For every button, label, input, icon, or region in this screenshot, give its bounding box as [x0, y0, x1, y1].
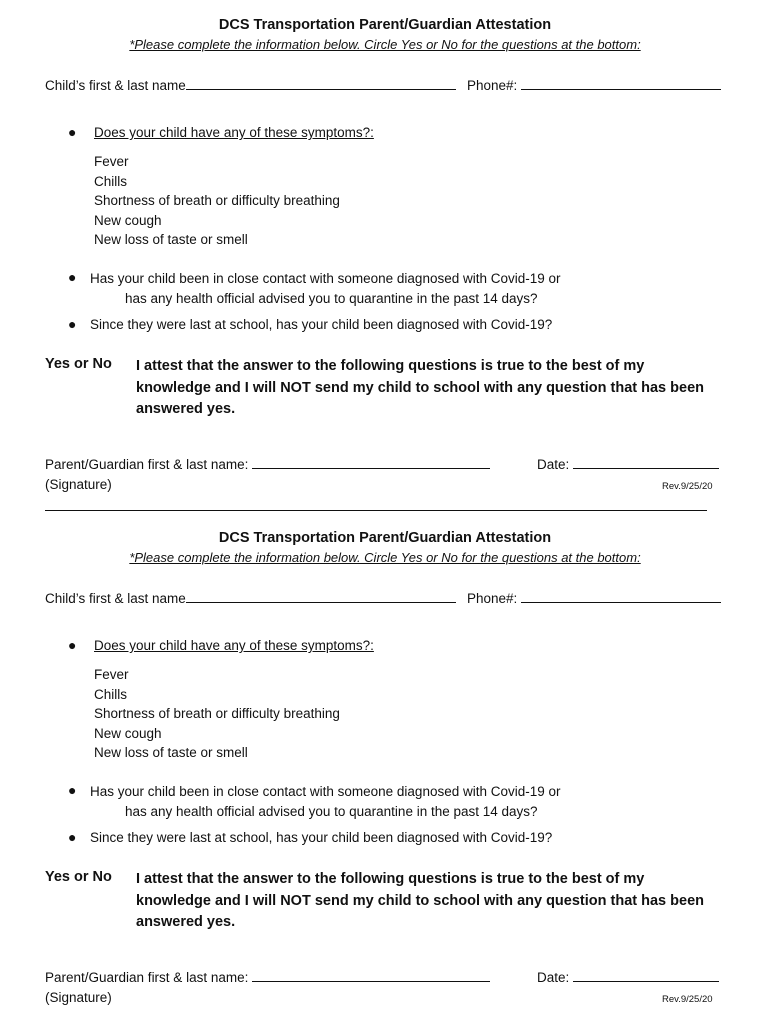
date-label: Date: — [537, 457, 574, 472]
date-label: Date: — [537, 970, 574, 985]
contact-question-line1: Has your child been in close contact with someone diagnosed with Covid-19 or — [90, 784, 561, 799]
child-name-field[interactable] — [45, 590, 456, 606]
form-instructions: *Please complete the information below. Circle Yes or No for the questions at the bottom: — [129, 550, 641, 565]
diagnosis-question-text: Since they were last at school, has your child been diagnosed with Covid-19? — [90, 317, 553, 332]
symptoms-question-text: Does your child have any of these symptoms?: — [94, 125, 374, 140]
child-name-label: Child’s first & last name — [45, 78, 186, 93]
attestation-form-1 — [0, 0, 770, 512]
form-title: DCS Transportation Parent/Guardian Attestation — [218, 530, 552, 546]
list-item: New cough — [94, 725, 162, 741]
cut-line-divider — [45, 510, 707, 511]
phone-blank[interactable] — [521, 590, 721, 603]
date-field[interactable] — [537, 456, 719, 472]
list-item: Fever — [94, 667, 129, 682]
guardian-name-field[interactable] — [45, 456, 490, 472]
revision-date: Rev.9/25/20 — [662, 994, 713, 1005]
signature-label: (Signature) — [45, 477, 112, 492]
bullet-icon: ● — [68, 637, 77, 653]
yes-no-choice[interactable]: Yes or No — [45, 869, 112, 885]
guardian-name-field[interactable] — [45, 969, 490, 985]
list-item: Fever — [94, 154, 129, 169]
child-name-blank[interactable] — [186, 77, 456, 90]
date-blank[interactable] — [573, 969, 719, 982]
list-item: New loss of taste or smell — [94, 745, 248, 760]
bullet-icon: ● — [68, 124, 77, 140]
phone-field[interactable] — [467, 77, 721, 93]
attestation-statement: I attest that the answer to the following questions is true to the best of my knowledge and I will NOT send my child to school with any question that has been answered yes. — [136, 358, 704, 417]
symptoms-question-text: Does your child have any of these symptoms?: — [94, 638, 374, 653]
guardian-name-label: Parent/Guardian first & last name: — [45, 457, 253, 472]
guardian-name-blank[interactable] — [252, 456, 490, 469]
bullet-icon: ● — [68, 782, 77, 798]
attestation-statement: I attest that the answer to the following questions is true to the best of my knowledge and I will NOT send my child to school with any question that has been answered yes. — [136, 871, 704, 930]
list-item: Chills — [94, 173, 128, 189]
bullet-icon: ● — [68, 316, 77, 332]
list-item: New loss of taste or smell — [94, 232, 248, 247]
phone-blank[interactable] — [521, 77, 721, 90]
phone-field[interactable] — [467, 590, 721, 606]
date-field[interactable] — [537, 969, 719, 985]
guardian-name-blank[interactable] — [252, 969, 490, 982]
bullet-icon: ● — [68, 829, 77, 845]
date-blank[interactable] — [573, 456, 719, 469]
signature-label: (Signature) — [45, 990, 112, 1005]
attestation-form-2 — [0, 513, 770, 1025]
child-name-blank[interactable] — [186, 590, 456, 603]
contact-question-line2: has any health official advised you to quarantine in the past 14 days? — [125, 803, 538, 819]
bullet-icon: ● — [68, 269, 77, 285]
guardian-name-label: Parent/Guardian first & last name: — [45, 970, 253, 985]
child-name-field[interactable] — [45, 77, 456, 93]
contact-question-line2: has any health official advised you to quarantine in the past 14 days? — [125, 290, 538, 306]
yes-no-choice[interactable]: Yes or No — [45, 356, 112, 372]
child-name-label: Child’s first & last name — [45, 591, 186, 606]
list-item: Chills — [94, 686, 128, 702]
contact-question-line1: Has your child been in close contact with someone diagnosed with Covid-19 or — [90, 271, 561, 286]
symptom-list — [94, 665, 340, 763]
symptom-list — [94, 152, 340, 250]
form-title: DCS Transportation Parent/Guardian Attestation — [218, 17, 552, 33]
diagnosis-question-text: Since they were last at school, has your child been diagnosed with Covid-19? — [90, 830, 553, 845]
list-item: New cough — [94, 212, 162, 228]
revision-date: Rev.9/25/20 — [662, 481, 713, 492]
phone-label: Phone#: — [467, 78, 522, 93]
form-instructions: *Please complete the information below. Circle Yes or No for the questions at the bottom: — [129, 37, 641, 52]
phone-label: Phone#: — [467, 591, 522, 606]
list-item: Shortness of breath or difficulty breathing — [94, 193, 340, 208]
list-item: Shortness of breath or difficulty breathing — [94, 706, 340, 721]
